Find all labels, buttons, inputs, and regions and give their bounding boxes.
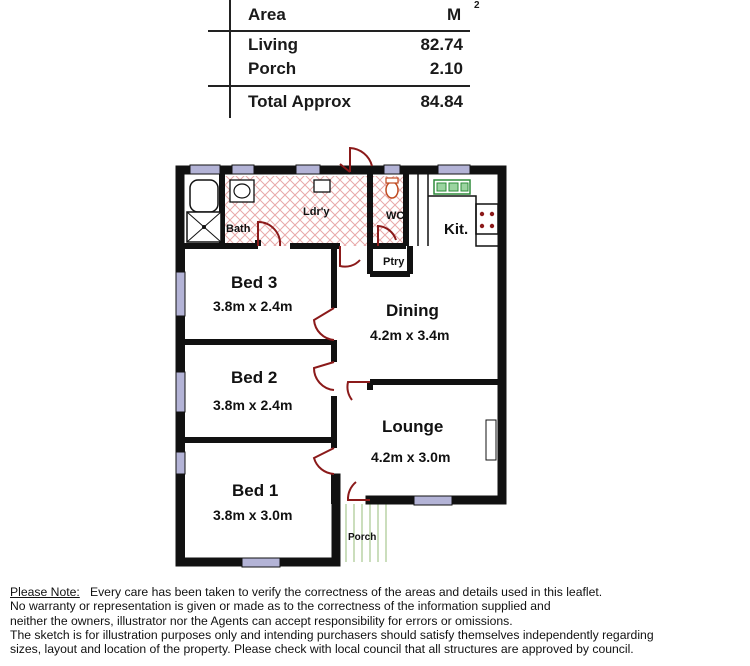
bathtub-icon	[190, 180, 218, 212]
room-label-bath: Bath	[226, 223, 251, 235]
room-label-pantry: Ptry	[383, 256, 405, 268]
room-label-bed3: Bed 3	[231, 273, 278, 292]
room-label-porch: Porch	[348, 532, 377, 543]
toilet-icon	[386, 182, 398, 198]
room-size-lounge: 4.2m x 3.0m	[371, 449, 451, 465]
area-total-value: 84.84	[420, 92, 463, 111]
area-row-value: 82.74	[420, 35, 463, 54]
laundry-trough-icon	[314, 180, 330, 192]
room-label-lounge: Lounge	[382, 417, 444, 436]
room-size-bed1: 3.8m x 3.0m	[213, 507, 293, 523]
note-text: Every care has been taken to verify the correctness of the areas and details used in this leaflet.	[89, 585, 603, 599]
room-label-bed1: Bed 1	[232, 481, 279, 500]
note-line	[10, 585, 740, 599]
room-size-bed2: 3.8m x 2.4m	[213, 397, 293, 413]
area-total-label: Total Approx	[248, 92, 351, 111]
note-heading: Please Note:	[10, 585, 80, 599]
room-label-wc: WC	[386, 210, 405, 222]
note-line: neither the owners, illustrator nor the Agents can accept responsibility for errors or omissions.	[10, 613, 513, 628]
area-row-label: Porch	[248, 59, 297, 78]
note-line: sizes, layout and location of the property. Please check with local council that all structures are approved by council.	[10, 642, 634, 657]
area-header-unit-sup: 2	[474, 0, 480, 11]
room-label-laundry: Ldr'y	[303, 206, 330, 218]
note-line: No warranty or representation is given or made as to the correctness of the information supplied and	[10, 599, 551, 614]
area-row-value: 2.10	[429, 59, 463, 78]
area-row-label: Living	[248, 35, 299, 54]
room-label-dining: Dining	[386, 301, 439, 320]
room-size-dining: 4.2m x 3.4m	[370, 327, 450, 343]
room-label-bed2: Bed 2	[231, 368, 278, 387]
room-size-bed3: 3.8m x 2.4m	[213, 298, 293, 314]
area-header-unit: M	[447, 5, 462, 24]
sink-icon	[434, 180, 470, 194]
note-line: The sketch is for illustration purposes only and intending purchasers should satisfy themselves independently regarding	[10, 627, 654, 642]
room-label-kitchen: Kit.	[444, 221, 469, 238]
disclaimer-note	[10, 585, 740, 656]
area-header-label: Area	[248, 5, 286, 24]
stove-icon	[480, 212, 494, 228]
